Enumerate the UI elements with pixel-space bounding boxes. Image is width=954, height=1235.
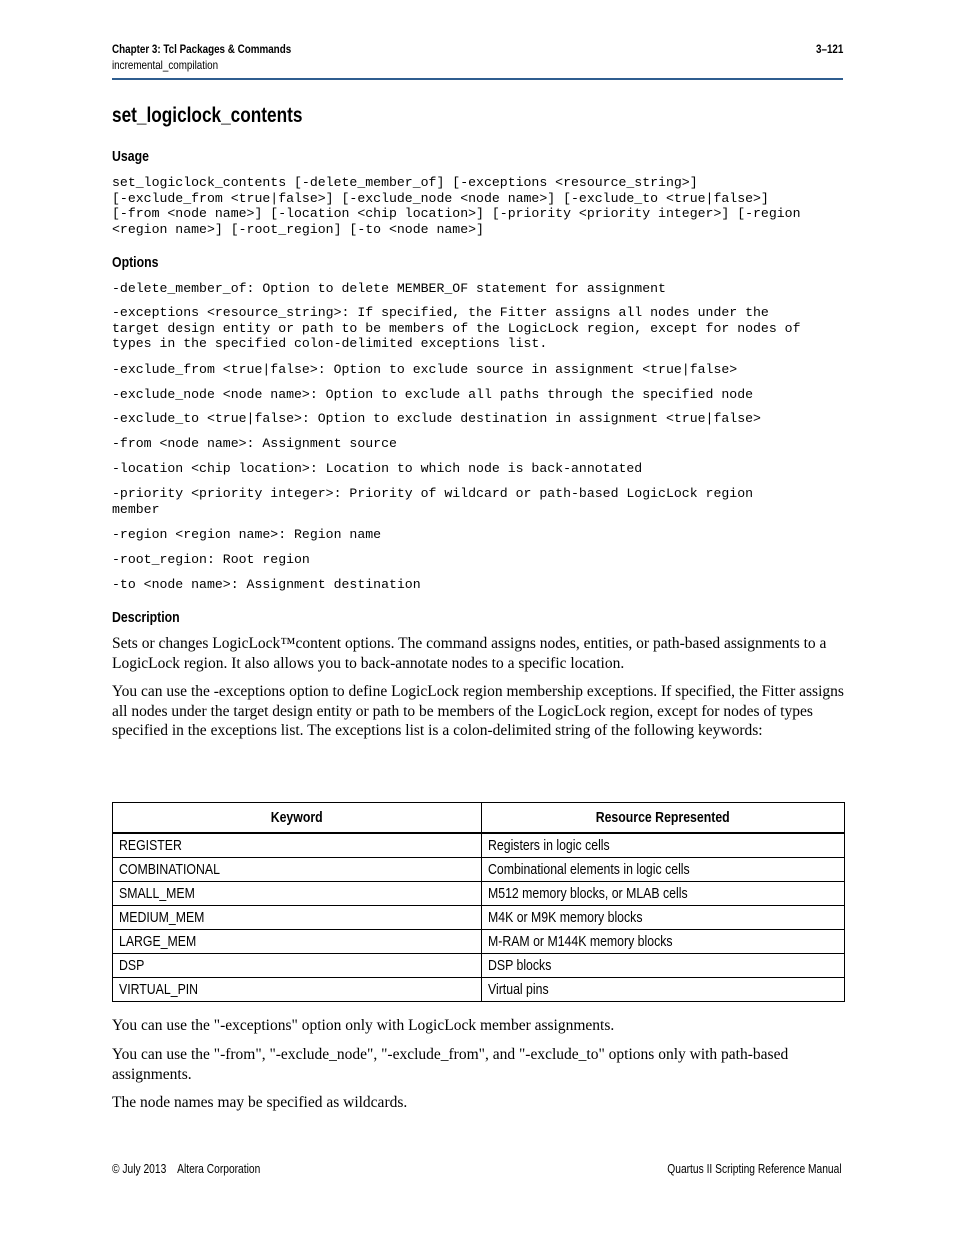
- keyword-cell: MEDIUM_MEM: [113, 906, 482, 930]
- note-paragraph: The node names may be specified as wildcards.: [112, 1094, 408, 1111]
- option-item: -exclude_node <node name>: Option to exclude all paths through the specified node: [112, 387, 754, 402]
- resource-cell: M512 memory blocks, or MLAB cells: [482, 882, 845, 906]
- chapter-title: Chapter 3: Tcl Packages & Commands: [112, 42, 292, 56]
- keyword-cell: LARGE_MEM: [113, 930, 482, 954]
- option-item: -to <node name>: Assignment destination: [112, 577, 421, 592]
- usage-line: [-exclude_from <true|false>] [-exclude_node <node name>] [-exclude_to <true|false>]: [112, 190, 769, 206]
- option-item: -region <region name>: Region name: [112, 527, 382, 542]
- table-row: [113, 954, 845, 978]
- usage-line: set_logiclock_contents [-delete_member_of] [-exceptions <resource_string>]: [112, 175, 698, 190]
- option-item: -location <chip location>: Location to which node is back-annotated: [112, 461, 643, 476]
- option-item: -exceptions <resource_string>: If specified, the Fitter assigns all nodes under the target design entity or path to be members of the LogicLock region, except for nodes of types in the specified colon-delimited exceptions list.: [112, 305, 801, 351]
- subsection-name: incremental_compilation: [112, 58, 219, 72]
- option-item: -exclude_to <true|false>: Option to exclude destination in assignment <true|false>: [112, 411, 761, 426]
- option-item: -priority <priority integer>: Priority of wildcard or path-based LogicLock region member: [112, 486, 754, 517]
- usage-line: <region name>] [-root_region] [-to <node name>]: [112, 221, 484, 237]
- column-header-resource: Resource Represented: [482, 803, 845, 834]
- resource-cell: M-RAM or M144K memory blocks: [482, 930, 845, 954]
- keyword-cell: REGISTER: [113, 833, 482, 858]
- keyword-table: [112, 802, 845, 1002]
- footer-manual-title: Quartus II Scripting Reference Manual: [667, 1162, 842, 1176]
- table-row: [113, 978, 845, 1002]
- description-paragraph: You can use the -exceptions option to define LogicLock region membership exceptions. If specified, the Fitter assigns all nodes under the target design entity or path to be members of the LogicLock region, except for nodes of types specified in the exceptions list. The exceptions list is a colon-delimited string of the following keywords:: [112, 683, 844, 740]
- resource-cell: Virtual pins: [482, 978, 845, 1002]
- table-row: [113, 882, 845, 906]
- keyword-cell: DSP: [113, 954, 482, 978]
- resource-cell: Combinational elements in logic cells: [482, 858, 845, 882]
- keyword-cell: VIRTUAL_PIN: [113, 978, 482, 1002]
- footer-copyright: © July 2013 Altera Corporation: [112, 1162, 261, 1176]
- column-header-keyword: Keyword: [113, 803, 482, 834]
- table-row: [113, 906, 845, 930]
- table-row: [113, 858, 845, 882]
- table-row: [113, 930, 845, 954]
- option-item: -root_region: Root region: [112, 552, 310, 567]
- table-row: [113, 833, 845, 858]
- usage-heading: Usage: [112, 148, 149, 165]
- usage-line: [-from <node name>] [-location <chip location>] [-priority <priority integer>] [-region: [112, 206, 801, 221]
- option-item: -from <node name>: Assignment source: [112, 436, 397, 451]
- option-item: -exclude_from <true|false>: Option to exclude source in assignment <true|false>: [112, 362, 738, 377]
- resource-cell: M4K or M9K memory blocks: [482, 906, 845, 930]
- page-title: set_logiclock_contents: [112, 104, 303, 127]
- description-heading: Description: [112, 609, 180, 626]
- usage-block: [112, 175, 852, 237]
- table-header-row: [113, 803, 845, 834]
- resource-cell: Registers in logic cells: [482, 833, 845, 858]
- keyword-cell: COMBINATIONAL: [113, 858, 482, 882]
- description-paragraph: Sets or changes LogicLock™content options. The command assigns nodes, entities, or path-based assignments to a LogicLock region. It also allows you to back-annotate nodes to a specific location.: [112, 635, 827, 672]
- note-paragraph: You can use the "-exceptions" option only with LogicLock member assignments.: [112, 1017, 615, 1034]
- keyword-cell: SMALL_MEM: [113, 882, 482, 906]
- page-header: [112, 42, 843, 80]
- page-number: 3–121: [815, 42, 843, 56]
- options-heading: Options: [112, 254, 159, 271]
- resource-cell: DSP blocks: [482, 954, 845, 978]
- option-item: -delete_member_of: Option to delete MEMBER_OF statement for assignment: [112, 281, 666, 296]
- note-paragraph: You can use the "-from", "-exclude_node", "-exclude_from", and "-exclude_to" options only with path-based assignments.: [112, 1046, 789, 1083]
